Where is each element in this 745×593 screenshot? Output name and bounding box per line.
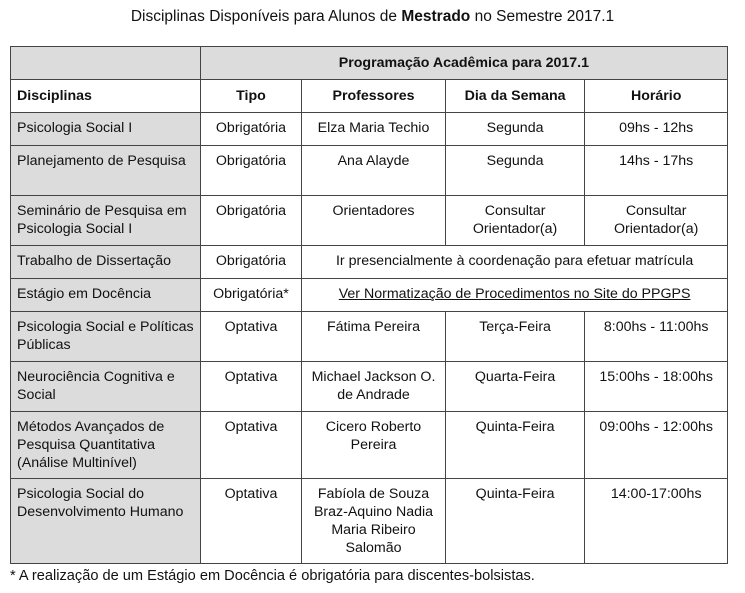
normatization-link[interactable]: Ver Normatização de Procedimentos no Site do PPGPS [338,286,691,302]
tipo-cell: Optativa [200,312,301,362]
disciplina-cell: Psicologia Social do Desenvolvimento Humano [11,479,201,564]
dia-cell: Terça-Feira [445,312,585,362]
disciplina-cell: Seminário de Pesquisa em Psicologia Social I [11,196,201,246]
table-row [11,196,728,246]
column-header-disciplinas: Disciplinas [11,80,201,113]
table-row [11,113,728,146]
dia-cell: Segunda [445,146,585,196]
tipo-cell: Obrigatória [200,196,301,246]
professores-cell: Michael Jackson O. de Andrade [302,362,446,412]
title-prefix: Disciplinas Disponíveis para Alunos de [130,8,398,25]
table-row [11,362,728,412]
disciplina-cell: Neurociência Cognitiva e Social [11,362,201,412]
horario-cell: Consultar Orientador(a) [585,196,728,246]
professores-cell: Orientadores [302,196,446,246]
column-header-tipo: Tipo [200,80,301,113]
dia-cell: Quinta-Feira [445,412,585,479]
enrollment-note: Ir presencialmente à coordenação para efetuar matrícula [302,246,728,279]
disciplina-cell: Estágio em Docência [11,279,201,312]
disciplina-cell: Psicologia Social I [11,113,201,146]
tipo-cell: Optativa [200,479,301,564]
professores-cell: Cicero Roberto Pereira [302,412,446,479]
column-header-dia: Dia da Semana [445,80,585,113]
column-header-horario: Horário [585,80,728,113]
column-header-professores: Professores [302,80,446,113]
horario-cell: 14hs - 17hs [585,146,728,196]
dia-cell: Consultar Orientador(a) [445,196,585,246]
schedule-table [10,46,728,564]
horario-cell: 8:00hs - 11:00hs [585,312,728,362]
professores-cell: Elza Maria Techio [302,113,446,146]
table-row [11,146,728,196]
horario-cell: 09hs - 12hs [585,113,728,146]
horario-cell: 14:00-17:00hs [585,479,728,564]
table-row [11,279,728,312]
disciplina-cell: Planejamento de Pesquisa [11,146,201,196]
tipo-cell: Obrigatória [200,113,301,146]
title-suffix: no Semestre 2017.1 [474,8,615,25]
page-title [0,7,745,27]
tipo-cell: Obrigatória* [200,279,301,312]
disciplina-cell: Trabalho de Dissertação [11,246,201,279]
header-corner-cell [11,47,201,80]
professores-cell: Ana Alayde [302,146,446,196]
table-row [11,479,728,564]
table-row [11,312,728,362]
title-emphasis: Mestrado [401,8,471,25]
disciplina-cell: Métodos Avançados de Pesquisa Quantitativa (Análise Multinível) [11,412,201,479]
professores-cell: Fátima Pereira [302,312,446,362]
dia-cell: Segunda [445,113,585,146]
dia-cell: Quinta-Feira [445,479,585,564]
horario-cell: 09:00hs - 12:00hs [585,412,728,479]
dia-cell: Quarta-Feira [445,362,585,412]
table-row [11,246,728,279]
horario-cell: 15:00hs - 18:00hs [585,362,728,412]
table-row [11,412,728,479]
disciplina-cell: Psicologia Social e Políticas Públicas [11,312,201,362]
professores-cell: Fabíola de Souza Braz-Aquino Nadia Maria Ribeiro Salomão [302,479,446,564]
footnote: * A realização de um Estágio em Docência é obrigatória para discentes-bolsistas. [10,568,535,584]
normatization-cell [302,279,728,312]
group-header-row [11,47,728,80]
group-header: Programação Acadêmica para 2017.1 [200,47,727,80]
tipo-cell: Optativa [200,362,301,412]
tipo-cell: Optativa [200,412,301,479]
column-header-row [11,80,728,113]
tipo-cell: Obrigatória [200,146,301,196]
tipo-cell: Obrigatória [200,246,301,279]
